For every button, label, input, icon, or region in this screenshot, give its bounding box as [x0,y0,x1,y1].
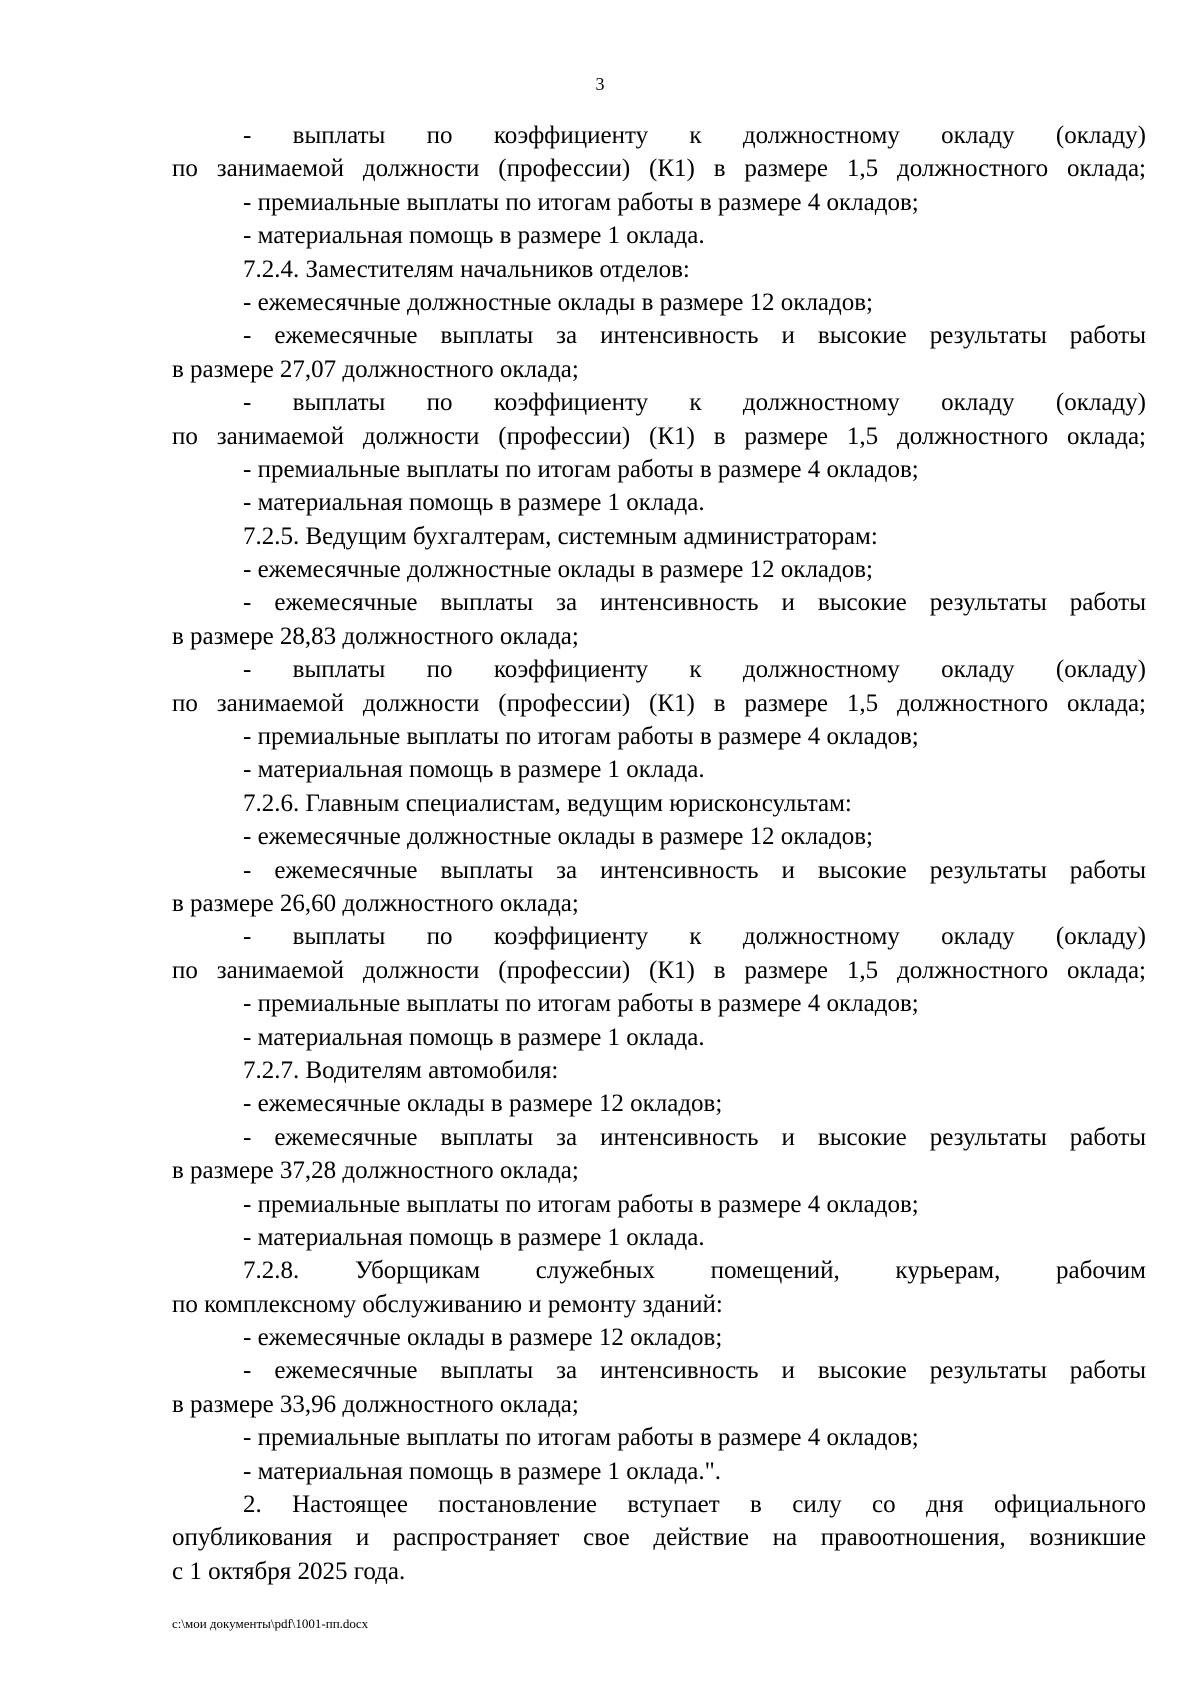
text-line: - материальная помощь в размере 1 оклада. [243,222,705,250]
text-line: - премиальные выплаты по итогам работы в размере 4 окладов; [243,723,919,751]
text-line: 2. Настоящее постановление вступает в силу со дня официального [243,1491,1146,1519]
text-line: по занимаемой должности (профессии) (К1) в размере 1,5 должностного оклада; [172,422,1146,450]
text-line: - выплаты по коэффициенту к должностному окладу (окладу) [243,122,1146,149]
text-line: - премиальные выплаты по итогам работы в размере 4 окладов; [243,1424,919,1452]
document-body [172,119,1146,1588]
text-line: - выплаты по коэффициенту к должностному окладу (окладу) [243,923,1146,951]
section-heading: 7.2.7. Водителям автомобиля: [243,1056,559,1084]
text-line: по занимаемой должности (профессии) (К1) в размере 1,5 должностного оклада; [172,956,1146,984]
text-line: - ежемесячные выплаты за интенсивность и высокие результаты работы [243,1357,1146,1385]
text-line: - выплаты по коэффициенту к должностному окладу (окладу) [243,389,1146,417]
text-line: - выплаты по коэффициенту к должностному окладу (окладу) [243,656,1146,684]
text-line: - материальная помощь в размере 1 оклада.". [243,1457,722,1485]
page-number: 3 [595,74,605,94]
text-line: с 1 октября 2025 года. [172,1557,406,1585]
text-line: опубликования и распространяет свое действие на правоотношения, возникшие [172,1524,1146,1552]
text-line: - ежемесячные оклады в размере 12 окладов; [243,1324,723,1352]
text-line: - материальная помощь в размере 1 оклада. [243,1223,705,1251]
text-line: в размере 37,28 должностного оклада; [172,1157,579,1185]
section-heading: 7.2.8. Уборщикам служебных помещений, курьерам, рабочим [243,1257,1146,1285]
text-line: - материальная помощь в размере 1 оклада. [243,489,705,517]
text-line: - ежемесячные должностные оклады в размере 12 окладов; [243,823,873,851]
text-line: в размере 28,83 должностного оклада; [172,622,579,650]
text-line: в размере 26,60 должностного оклада; [172,889,579,917]
text-line: в размере 33,96 должностного оклада; [172,1390,579,1418]
text-line: - ежемесячные выплаты за интенсивность и высокие результаты работы [243,1123,1146,1151]
section-heading: 7.2.6. Главным специалистам, ведущим юрисконсультам: [243,789,852,817]
text-line: - материальная помощь в размере 1 оклада. [243,756,705,784]
text-line: - премиальные выплаты по итогам работы в размере 4 окладов; [243,990,919,1018]
text-line: - ежемесячные выплаты за интенсивность и высокие результаты работы [243,856,1146,884]
footer-file-path: c:\мои документы\pdf\1001-пп.docx [172,1616,369,1631]
text-line: по занимаемой должности (профессии) (К1) в размере 1,5 должностного оклада; [172,155,1146,183]
text-line: - премиальные выплаты по итогам работы в размере 4 окладов; [243,1190,919,1218]
text-line: - ежемесячные выплаты за интенсивность и высокие результаты работы [243,589,1146,617]
text-line: - ежемесячные должностные оклады в размере 12 окладов; [243,556,873,584]
text-line: - материальная помощь в размере 1 оклада. [243,1023,705,1051]
text-line: - ежемесячные выплаты за интенсивность и высокие результаты работы [243,322,1146,350]
text-line: - премиальные выплаты по итогам работы в размере 4 окладов; [243,455,919,483]
text-line: по комплексному обслуживанию и ремонту зданий: [172,1290,723,1318]
section-heading: 7.2.4. Заместителям начальников отделов: [243,255,690,283]
text-line: в размере 27,07 должностного оклада; [172,355,579,383]
text-line: - ежемесячные оклады в размере 12 окладов; [243,1090,723,1118]
text-line: по занимаемой должности (профессии) (К1) в размере 1,5 должностного оклада; [172,689,1146,717]
text-line: - ежемесячные должностные оклады в размере 12 окладов; [243,288,873,316]
text-line: - премиальные выплаты по итогам работы в размере 4 окладов; [243,188,919,216]
section-heading: 7.2.5. Ведущим бухгалтерам, системным администраторам: [243,522,878,550]
